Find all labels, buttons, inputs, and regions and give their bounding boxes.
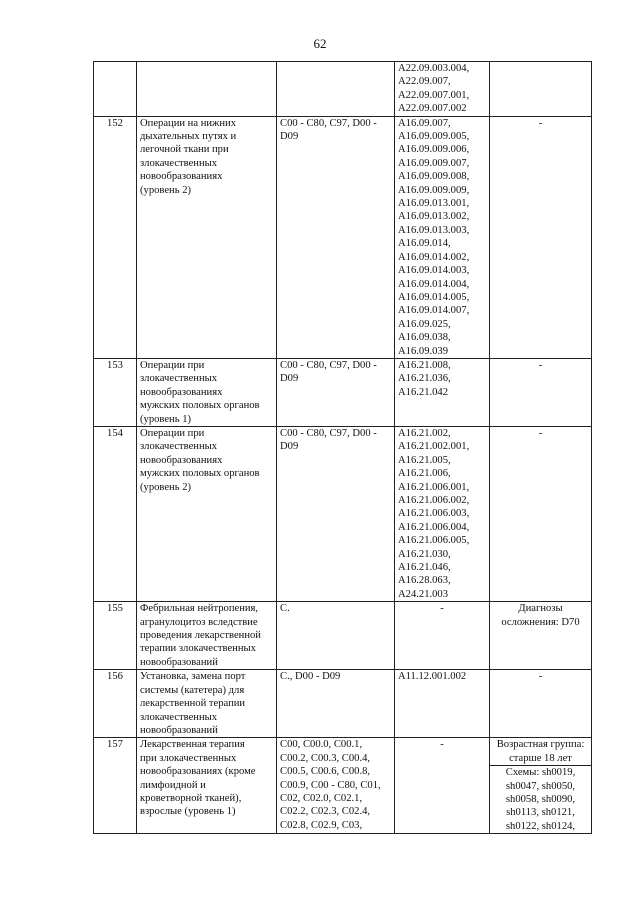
service-code-line: A22.09.007, (398, 76, 451, 88)
group-name-cell (137, 116, 277, 358)
group-name-line: злокачественных (140, 441, 218, 453)
group-name-cell (137, 426, 277, 601)
service-code-line: A16.09.009.006, (398, 144, 470, 156)
extra-criteria-line: - (538, 117, 543, 129)
row-number-cell (94, 426, 137, 601)
group-name-line: новообразованиях (140, 171, 223, 183)
extra-criteria-cell (490, 358, 592, 426)
service-code-line: A16.09.025, (398, 318, 451, 330)
service-code-line: A16.09.014.004, (398, 278, 470, 290)
group-name-line: лекарственной терапии (140, 698, 246, 710)
service-code-line: A16.21.030, (398, 548, 451, 560)
group-name-line: агранулоцитоз вследствие (140, 616, 258, 628)
extra-criteria-line: - (538, 427, 543, 439)
group-name-line: злокачественных (140, 157, 218, 169)
service-code-line: A16.28.063, (398, 575, 451, 587)
scheme-line: sh0113, sh0121, (506, 807, 575, 819)
service-code-line: A16.21.046, (398, 562, 451, 574)
scheme-line: Схемы: sh0019, (505, 767, 576, 779)
service-code-line: A16.21.002, (398, 427, 451, 439)
service-code-line: A16.21.005, (398, 454, 451, 466)
service-codes-dash: - (440, 603, 444, 615)
service-codes-cell (395, 738, 490, 834)
extra-criteria-line: - (538, 671, 543, 683)
service-code-line: A16.09.039 (398, 345, 449, 357)
service-code-line: A16.21.006.003, (398, 508, 470, 520)
table-row (94, 116, 592, 358)
group-name-line: Операции при (140, 359, 205, 371)
icd-code-line: D09 (280, 441, 299, 453)
row-number-cell (94, 358, 137, 426)
group-name-line: взрослые (уровень 1) (140, 806, 236, 818)
group-name-line: злокачественных (140, 711, 218, 723)
extra-criteria-cell (490, 116, 592, 358)
table-row (94, 62, 592, 117)
group-name-line: системы (катетера) для (140, 684, 245, 696)
age-group-block (490, 738, 591, 765)
service-code-line: A16.09.007, (398, 117, 451, 129)
group-name-line: мужских половых органов (140, 468, 260, 480)
service-code-line: A16.09.014.002, (398, 251, 470, 263)
icd-codes-cell (277, 62, 395, 117)
extra-criteria-cell (490, 426, 592, 601)
icd-codes-cell (277, 358, 395, 426)
extra-criteria-cell (490, 62, 592, 117)
row-number: 155 (107, 603, 123, 615)
service-code-line: A16.09.009.007, (398, 157, 470, 169)
group-name-line: кроветворной тканей), (140, 792, 242, 804)
scheme-line: sh0122, sh0124, (505, 820, 576, 832)
service-code-line: A24.21.003 (398, 588, 449, 600)
row-number: 153 (107, 359, 123, 371)
service-code-line: A16.09.014, (398, 238, 451, 250)
extra-criteria-line: - (538, 359, 543, 371)
group-name-line: Лекарственная терапия (140, 739, 245, 751)
group-name-cell (137, 358, 277, 426)
row-number: 157 (107, 739, 123, 751)
service-codes-cell (395, 426, 490, 601)
service-codes-cell (395, 670, 490, 738)
group-name-cell (137, 602, 277, 670)
service-code-line: A11.12.001.002 (398, 671, 467, 683)
row-number-cell (94, 738, 137, 834)
icd-codes-cell (277, 116, 395, 358)
service-code-line: A22.09.007.001, (398, 89, 470, 101)
row-number-cell (94, 602, 137, 670)
service-code-line: A22.09.003.004, (398, 63, 470, 74)
service-code-line: A16.21.002.001, (398, 441, 470, 453)
group-name-line: при злокачественных (140, 752, 237, 764)
service-code-line: A16.21.006.001, (398, 481, 470, 493)
extra-criteria-cell (490, 602, 592, 670)
service-code-line: A16.09.013.001, (398, 198, 470, 210)
group-name-line: Операции при (140, 427, 205, 439)
group-name-line: Фебрильная нейтропения, (140, 603, 259, 615)
icd-code-line: C02.8, C02.9, C03, (280, 819, 363, 831)
schemes-block (490, 765, 592, 833)
group-name-line: проведения лекарственной (140, 630, 261, 642)
icd-code-line: C00, C00.0, C00.1, (280, 739, 363, 751)
group-name-cell (137, 62, 277, 117)
age-group-line: Возрастная группа: (496, 739, 585, 751)
group-name-line: (уровень 2) (140, 184, 192, 196)
service-codes-dash: - (440, 739, 444, 751)
group-name-line: новообразований (140, 656, 218, 668)
service-code-line: A16.09.038, (398, 332, 451, 344)
row-number-cell (94, 116, 137, 358)
service-code-line: A16.09.014.007, (398, 305, 470, 317)
table-row (94, 670, 592, 738)
table-row (94, 426, 592, 601)
icd-code-line: D09 (280, 373, 299, 385)
icd-code-line: C00.2, C00.3, C00.4, (280, 752, 371, 764)
service-code-line: A16.21.006.005, (398, 535, 470, 547)
group-name-cell (137, 738, 277, 834)
row-number-cell (94, 62, 137, 117)
icd-codes-cell (277, 670, 395, 738)
scheme-line: sh0058, sh0090, (505, 793, 576, 805)
row-number: 152 (107, 117, 123, 129)
icd-codes-cell (277, 426, 395, 601)
age-group-line: старше 18 лет (509, 752, 572, 764)
service-code-line: A16.21.006, (398, 468, 451, 480)
group-name-line: новообразованиях (140, 386, 223, 398)
service-code-line: A16.21.008, (398, 359, 451, 371)
group-name-cell (137, 670, 277, 738)
service-code-line: A16.21.042 (398, 386, 449, 398)
group-name-line: мужских половых органов (140, 400, 260, 412)
group-name-line: (уровень 2) (140, 481, 192, 493)
service-codes-cell (395, 602, 490, 670)
service-code-line: A16.21.006.004, (398, 521, 470, 533)
service-code-line: A16.09.009.009, (398, 184, 470, 196)
extra-criteria-line: Диагнозы (518, 603, 563, 615)
service-code-line: A16.09.014.003, (398, 265, 470, 277)
group-name-line: новообразованиях (кроме (140, 766, 256, 778)
icd-code-line: C. (280, 603, 290, 615)
group-name-line: Операции на нижних (140, 117, 236, 129)
row-number: 156 (107, 671, 123, 683)
scheme-line: sh0047, sh0050, (505, 780, 576, 792)
group-name-line: Установка, замена порт (140, 671, 246, 683)
service-code-line: A16.09.009.008, (398, 171, 470, 183)
service-codes-cell (395, 358, 490, 426)
group-name-line: лимфоидной и (140, 779, 206, 791)
group-name-line: дыхательных путях и (140, 131, 237, 143)
service-code-line: A16.09.013.003, (398, 224, 470, 236)
icd-code-line: C., D00 - D09 (280, 671, 341, 683)
group-name-line: терапии злокачественных (140, 643, 256, 655)
icd-code-line: C02, C02.0, C02.1, (280, 792, 363, 804)
service-codes-cell (395, 62, 490, 117)
icd-code-line: D09 (280, 131, 299, 143)
icd-code-line: C00 - C80, C97, D00 - (280, 427, 377, 439)
table-row (94, 738, 592, 834)
icd-codes-cell (277, 602, 395, 670)
group-name-line: (уровень 1) (140, 413, 192, 425)
group-name-line: злокачественных (140, 373, 218, 385)
icd-codes-cell (277, 738, 395, 834)
service-code-line: A22.09.007.002 (398, 103, 467, 115)
icd-code-line: C00 - C80, C97, D00 - (280, 359, 377, 371)
icd-code-line: C02.2, C02.3, C02.4, (280, 806, 371, 818)
extra-criteria-line: осложнения: D70 (501, 616, 580, 628)
service-code-line: A16.21.006.002, (398, 495, 470, 506)
service-code-line: A16.21.036, (398, 373, 451, 385)
group-name-line: новообразованиях (140, 454, 223, 466)
table-row (94, 602, 592, 670)
service-code-line: A16.09.013.002, (398, 211, 470, 223)
page-number: 62 (313, 36, 327, 51)
group-name-line: легочной ткани при (140, 144, 229, 156)
icd-code-line: C00.5, C00.6, C00.8, (280, 766, 371, 778)
extra-criteria-cell (490, 670, 592, 738)
table-row (94, 358, 592, 426)
service-code-line: A16.09.009.005, (398, 131, 470, 143)
service-code-line: A16.09.014.005, (398, 291, 470, 303)
services-table (93, 61, 592, 834)
extra-criteria-cell (490, 738, 592, 834)
icd-code-line: C00.9, C00 - C80, C01, (280, 779, 381, 791)
row-number: 154 (107, 427, 123, 439)
service-codes-cell (395, 116, 490, 358)
group-name-line: новообразований (140, 724, 218, 736)
row-number-cell (94, 670, 137, 738)
icd-code-line: C00 - C80, C97, D00 - (280, 117, 377, 129)
